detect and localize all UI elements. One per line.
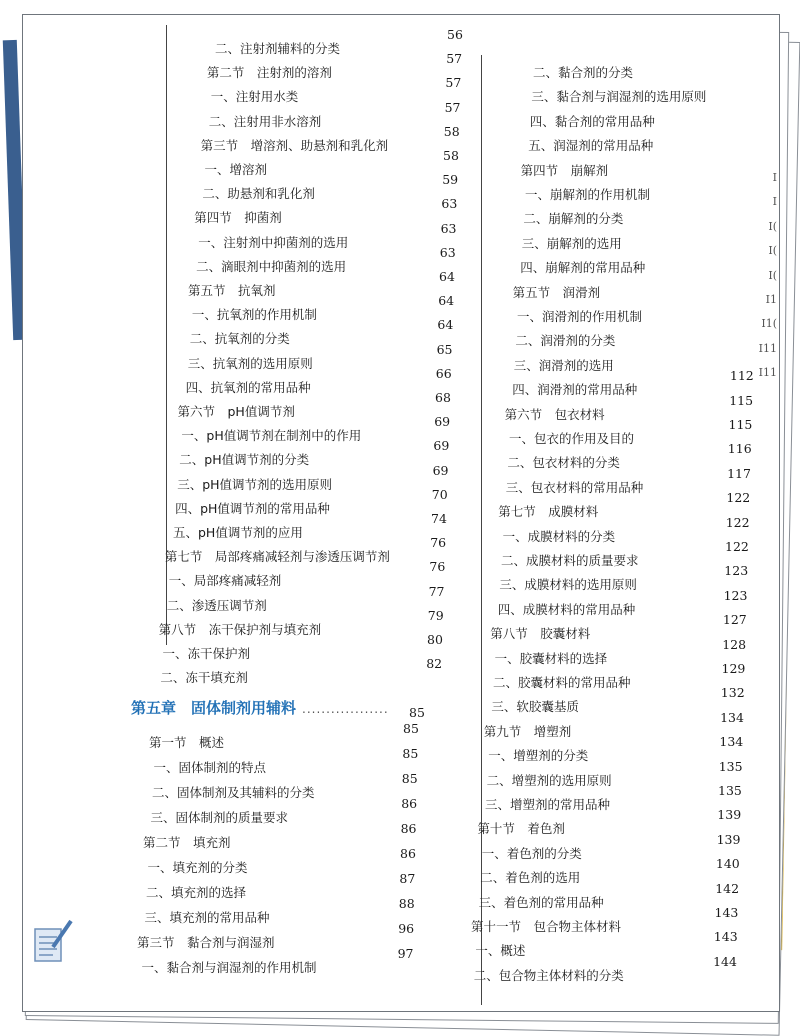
toc-page-number: 143 (713, 929, 738, 945)
toc-subsection-entry: 二、固体制剂及其辅料的分类 (152, 785, 315, 800)
toc-subsection-entry: 三、固体制剂的质量要求 (150, 810, 289, 825)
toc-page-number: 115 (729, 392, 754, 408)
toc-subsection-entry: 四、抗氧剂的常用品种 (185, 379, 311, 395)
toc-page-number: 77 (428, 583, 445, 599)
toc-subsection-entry: 三、填充剂的常用品种 (144, 910, 270, 925)
toc-page-number: 96 (398, 921, 415, 936)
toc-section-entry: 第三节 增溶剂、助悬剂和乳化剂 (200, 137, 389, 153)
toc-page-number: 139 (716, 831, 741, 847)
toc-subsection-entry: 一、抗氧剂的作用机制 (191, 307, 317, 323)
toc-subsection-entry: 二、包合物主体材料的分类 (473, 967, 624, 983)
toc-page-number: 85 (402, 746, 419, 761)
toc-page-number: 79 (427, 607, 444, 623)
cropped-page-number: I1( (761, 317, 777, 331)
toc-subsection-entry: 二、填充剂的选择 (146, 885, 247, 900)
toc-page-number: 123 (723, 587, 748, 603)
toc-section-entry: 第一节 概述 (149, 735, 225, 750)
toc-page-number: 128 (722, 636, 747, 652)
toc-subsection-entry: 二、渗透压调节剂 (166, 597, 267, 613)
toc-page-number: 57 (446, 51, 463, 67)
toc-section-entry: 第六节 pH值调节剂 (177, 404, 295, 419)
toc-page-number: 87 (399, 871, 416, 886)
toc-section-entry: 第五节 润滑剂 (512, 284, 601, 300)
toc-subsection-entry: 三、着色剂的常用品种 (478, 894, 604, 910)
toc-subsection-entry: 一、注射用水类 (210, 89, 299, 105)
toc-page-number: 112 (729, 368, 754, 384)
toc-page-number: 115 (728, 417, 753, 432)
toc-page-number: 123 (724, 563, 749, 579)
toc-page-number: 132 (720, 685, 745, 701)
toc-subsection-entry: 一、pH值调节剂在制剂中的作用 (181, 428, 362, 444)
toc-subsection-entry: 三、崩解剂的选用 (521, 235, 622, 251)
cropped-page-number: I( (768, 268, 777, 282)
chapter-page-number: 85 (409, 705, 425, 720)
toc-section-entry: 第九节 增塑剂 (483, 723, 572, 739)
toc-subsection-entry: 三、pH值调节剂的选用原则 (177, 476, 333, 492)
toc-section-entry: 第八节 胶囊材料 (490, 626, 591, 642)
toc-subsection-entry: 一、增溶剂 (204, 162, 268, 177)
cropped-page-number: I11 (758, 366, 777, 380)
cropped-page-number: I (772, 195, 777, 209)
toc-section-entry: 第十一节 包合物主体材料 (471, 919, 622, 934)
toc-page-number: 64 (439, 269, 455, 284)
toc-page-number: 142 (715, 880, 740, 896)
toc-page-number: 117 (727, 465, 751, 481)
toc-page-number: 69 (432, 462, 449, 478)
toc-page-number: 58 (443, 148, 459, 163)
toc-page-number: 58 (443, 123, 460, 139)
chapter-title: 第五章 固体制剂用辅料 (131, 699, 297, 717)
toc-page-number: 63 (441, 196, 458, 212)
toc-subsection-entry: 二、抗氧剂的分类 (189, 331, 290, 347)
toc-page-number: 134 (720, 709, 744, 725)
toc-page-number: 86 (401, 796, 418, 811)
toc-section-entry: 第四节 抑菌剂 (194, 210, 282, 226)
toc-subsection-entry: 一、黏合剂与润湿剂的作用机制 (141, 960, 317, 975)
toc-page-number: 66 (435, 365, 452, 381)
toc-subsection-entry: 三、润滑剂的选用 (513, 357, 614, 373)
toc-section-entry: 第十节 着色剂 (477, 821, 565, 837)
toc-subsection-entry: 一、冻干保护剂 (162, 646, 251, 661)
cropped-page-number: I (772, 171, 777, 184)
toc-page-number: 86 (400, 821, 417, 836)
toc-subsection-entry: 二、着色剂的选用 (480, 870, 581, 886)
toc-page-number: 63 (440, 220, 457, 236)
toc-page-number: 76 (429, 559, 446, 575)
cropped-page-number: I11 (758, 341, 777, 355)
toc-subsection-entry: 四、崩解剂的常用品种 (520, 260, 646, 276)
toc-page (22, 14, 780, 1012)
toc-subsection-entry: 二、助悬剂和乳化剂 (202, 186, 315, 202)
toc-page-number: 139 (717, 807, 742, 823)
toc-subsection-entry: 一、包衣的作用及目的 (509, 431, 635, 446)
toc-page-number: 70 (431, 486, 448, 502)
toc-subsection-entry: 二、胶囊材料的常用品种 (493, 675, 631, 690)
toc-subsection-entry: 三、软胶囊基质 (491, 699, 579, 715)
toc-subsection-entry: 一、润滑剂的作用机制 (517, 309, 643, 324)
toc-subsection-entry: 一、固体制剂的特点 (153, 760, 267, 775)
toc-subsection-entry: 二、润滑剂的分类 (515, 333, 616, 349)
toc-page-number: 144 (713, 953, 737, 969)
toc-subsection-entry: 二、黏合剂的分类 (533, 65, 634, 80)
toc-subsection-entry: 一、着色剂的分类 (481, 845, 582, 861)
toc-page-number: 85 (403, 721, 419, 736)
toc-page-number: 143 (714, 905, 739, 920)
toc-subsection-entry: 二、注射剂辅料的分类 (215, 41, 341, 56)
toc-page-number: 76 (430, 535, 447, 551)
toc-page-number: 74 (431, 511, 447, 526)
toc-subsection-entry: 一、注射剂中抑菌剂的选用 (198, 234, 349, 250)
toc-page-number: 97 (397, 946, 414, 961)
toc-page-number: 85 (401, 771, 418, 786)
cropped-page-number: I1 (765, 293, 777, 306)
toc-page-number: 122 (726, 490, 751, 506)
toc-subsection-entry: 二、增塑剂的选用原则 (486, 772, 612, 788)
toc-subsection-entry: 三、包衣材料的常用品种 (505, 479, 644, 495)
toc-page-number: 64 (437, 317, 454, 333)
toc-subsection-entry: 四、pH值调节剂的常用品种 (175, 500, 330, 516)
toc-page-number: 127 (722, 612, 747, 628)
cropped-page-number: I( (768, 244, 777, 258)
toc-section-entry: 第七节 局部疼痛减轻剂与渗透压调节剂 (164, 549, 390, 565)
toc-subsection-entry: 一、填充剂的分类 (147, 860, 248, 875)
toc-page-number: 57 (445, 75, 462, 91)
toc-page-number: 59 (442, 172, 459, 188)
toc-subsection-entry: 四、润滑剂的常用品种 (512, 382, 638, 398)
chapter-5-heading (131, 697, 389, 718)
toc-section-entry: 第四节 崩解剂 (520, 162, 609, 178)
toc-subsection-entry: 四、成膜材料的常用品种 (497, 601, 636, 617)
toc-page-number: 86 (400, 846, 416, 861)
toc-page-number: 57 (444, 99, 461, 115)
toc-page-number: 82 (426, 656, 443, 672)
toc-page-number: 122 (725, 514, 750, 530)
toc-page-number: 64 (438, 293, 455, 309)
toc-page-number: 129 (721, 661, 746, 676)
toc-section-entry: 第六节 包衣材料 (504, 406, 605, 422)
toc-section-entry: 第八节 冻干保护剂与填充剂 (158, 621, 322, 637)
toc-page-number: 135 (718, 758, 743, 774)
toc-section-entry: 第七节 成膜材料 (498, 504, 599, 520)
toc-subsection-entry: 三、增塑剂的常用品种 (485, 797, 611, 812)
toc-subsection-entry: 五、润湿剂的常用品种 (528, 138, 654, 154)
toc-section-entry: 第五节 抗氧剂 (188, 283, 276, 298)
toc-page-number: 80 (427, 632, 443, 647)
toc-subsection-entry: 二、崩解剂的分类 (523, 211, 624, 227)
toc-subsection-entry: 一、成膜材料的分类 (502, 528, 616, 544)
toc-page-number: 135 (718, 783, 742, 798)
toc-subsection-entry: 三、成膜材料的选用原则 (499, 577, 637, 593)
right-column-rule (481, 55, 482, 1005)
toc-page-number: 69 (433, 438, 450, 454)
toc-subsection-entry: 三、黏合剂与润湿剂的选用原则 (531, 89, 707, 105)
toc-subsection-entry: 二、冻干填充剂 (160, 670, 248, 686)
toc-section-entry: 第三节 黏合剂与润湿剂 (137, 935, 275, 950)
toc-page-number: 63 (439, 244, 456, 260)
toc-subsection-entry: 二、包衣材料的分类 (507, 455, 620, 471)
toc-subsection-entry: 四、黏合剂的常用品种 (529, 113, 655, 129)
toc-page-number: 65 (436, 341, 453, 357)
toc-subsection-entry: 五、pH值调节剂的应用 (173, 525, 303, 540)
cropped-page-number: I( (768, 219, 777, 233)
toc-section-entry: 第二节 注射剂的溶剂 (206, 65, 332, 81)
toc-subsection-entry: 二、注射用非水溶剂 (208, 113, 322, 129)
toc-page-number: 134 (719, 734, 744, 750)
toc-subsection-entry: 一、局部疼痛减轻剂 (168, 573, 282, 589)
toc-page-number: 140 (715, 856, 740, 872)
toc-subsection-entry: 二、滴眼剂中抑菌剂的选用 (196, 258, 347, 274)
toc-page-number: 68 (435, 390, 451, 405)
toc-page-number: 69 (434, 414, 451, 430)
toc-page-number: 122 (725, 539, 749, 554)
toc-subsection-entry: 一、概述 (475, 943, 526, 959)
toc-page-number: 116 (727, 441, 752, 457)
toc-subsection-entry: 二、pH值调节剂的分类 (179, 452, 310, 468)
toc-subsection-entry: 二、成膜材料的质量要求 (501, 553, 639, 568)
toc-subsection-entry: 一、崩解剂的作用机制 (525, 187, 651, 202)
chapter-leader-dots: .................. (302, 702, 389, 716)
toc-subsection-entry: 三、抗氧剂的选用原则 (187, 355, 313, 371)
pencil-notebook-icon (31, 917, 77, 967)
toc-subsection-entry: 一、胶囊材料的选择 (494, 650, 608, 666)
toc-page-number: 56 (447, 27, 463, 42)
toc-section-entry: 第二节 填充剂 (143, 835, 231, 850)
toc-subsection-entry: 一、增塑剂的分类 (488, 748, 589, 764)
toc-page-number: 88 (398, 896, 415, 911)
